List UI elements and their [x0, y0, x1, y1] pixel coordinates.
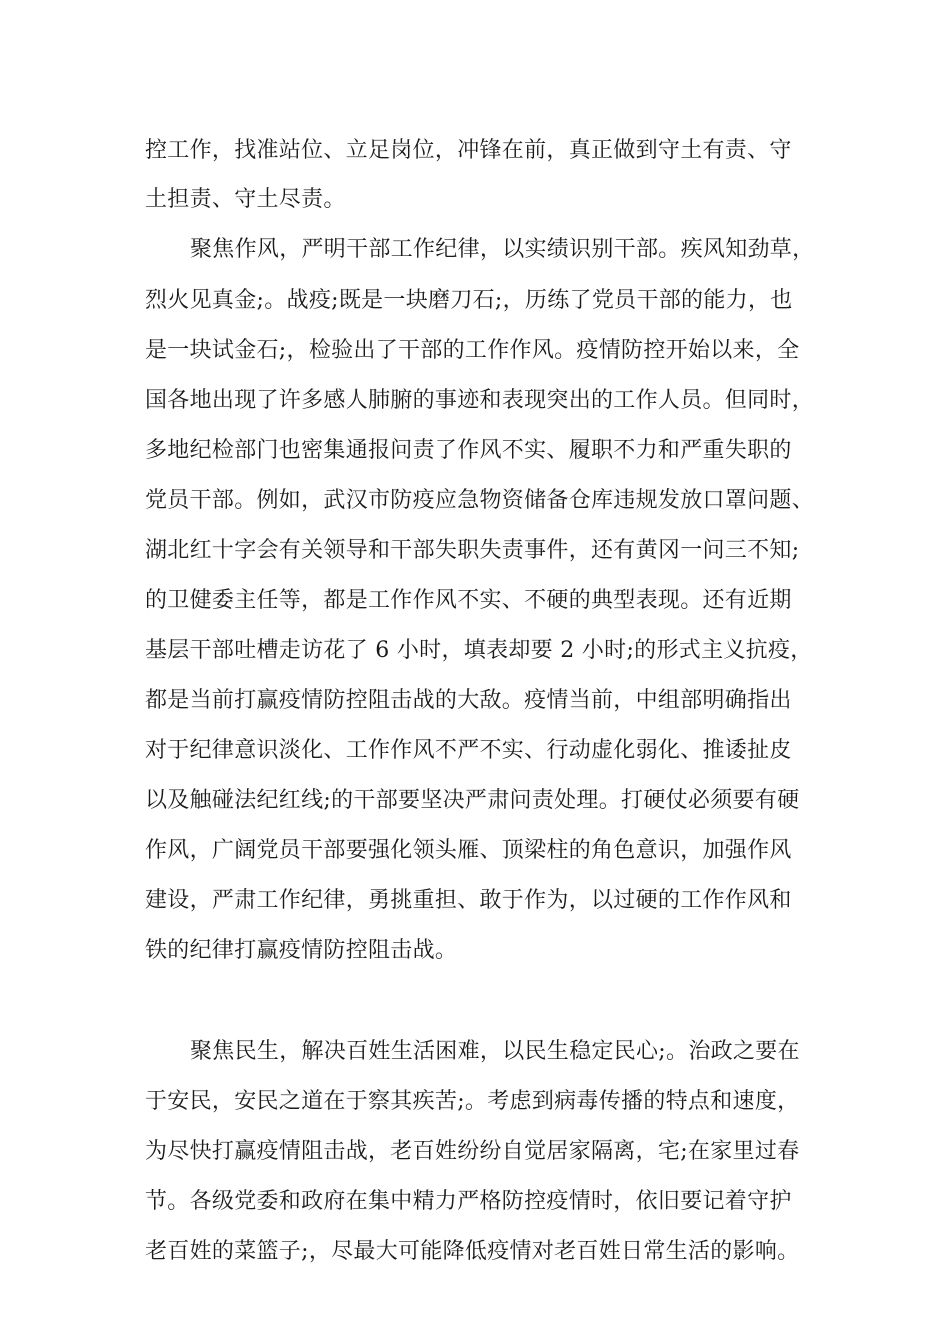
text-line: 对于纪律意识淡化、工作作风不严不实、行动虚化弱化、推诿扯皮 — [145, 738, 792, 763]
text-line: 多地纪检部门也密集通报问责了作风不实、履职不力和严重失职的 — [145, 438, 792, 463]
text-line: 作风，广阔党员干部要强化领头雁、顶梁柱的角色意识，加强作风 — [145, 838, 792, 863]
text-line: 建设，严肃工作纪律，勇挑重担、敢于作为，以过硬的工作作风和 — [145, 888, 792, 913]
text-line: 老百姓的菜篮子;，尽最大可能降低疫情对老百姓日常生活的影响。 — [145, 1239, 800, 1264]
text-line: 土担责、守土尽责。 — [145, 187, 346, 212]
text-line: 党员干部。例如，武汉市防疫应急物资储备仓库违规发放口罩问题、 — [145, 488, 815, 513]
text-line: 烈火见真金;。战疫;既是一块磨刀石;，历练了党员干部的能力，也 — [145, 288, 793, 313]
text-line: 于安民，安民之道在于察其疾苦;。考虑到病毒传播的特点和速度， — [145, 1089, 800, 1114]
text-line: 节。各级党委和政府在集中精力严格防控疫情时，依旧要记着守护 — [145, 1189, 792, 1214]
text-line: 铁的纪律打赢疫情防控阻击战。 — [145, 938, 458, 963]
text-line: 国各地出现了许多感人肺腑的事迹和表现突出的工作人员。但同时， — [145, 388, 815, 413]
text-line: 控工作，找准站位、立足岗位，冲锋在前，真正做到守土有责、守 — [145, 138, 792, 163]
text-line: 基层干部吐槽走访花了 6 小时，填表却要 2 小时;的形式主义抗疫， — [145, 638, 813, 663]
text-line: 的卫健委主任等，都是工作作风不实、不硬的典型表现。还有近期 — [145, 588, 792, 613]
paragraph-first-line: 聚焦民生，解决百姓生活困难，以民生稳定民心;。治政之要在 — [190, 1039, 800, 1064]
text-line: 湖北红十字会有关领导和干部失职失责事件，还有黄冈一问三不知; — [145, 538, 800, 563]
text-line: 为尽快打赢疫情阻击战，老百姓纷纷自觉居家隔离，宅;在家里过春 — [145, 1139, 800, 1164]
text-line: 是一块试金石;，检验出了干部的工作作风。疫情防控开始以来，全 — [145, 338, 800, 363]
text-line: 以及触碰法纪红线;的干部要坚决严肃问责处理。打硬仗必须要有硬 — [145, 788, 800, 813]
text-line: 都是当前打赢疫情防控阻击战的大敌。疫情当前，中组部明确指出 — [145, 688, 792, 713]
paragraph-first-line: 聚焦作风，严明干部工作纪律，以实绩识别干部。疾风知劲草， — [190, 237, 815, 262]
